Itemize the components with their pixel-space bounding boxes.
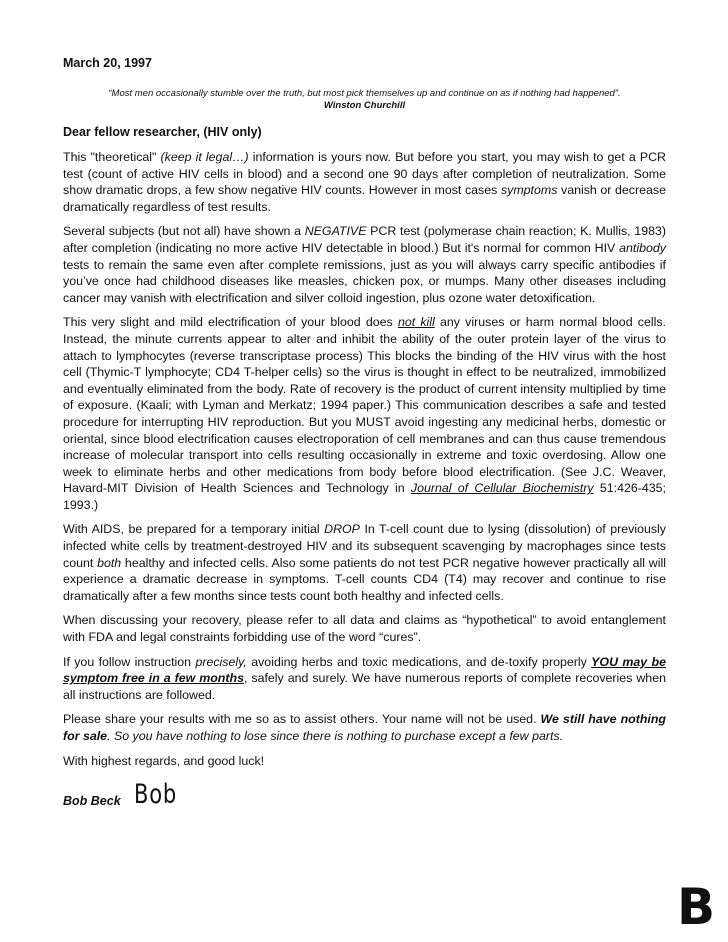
paragraph-1: This "theoretical" (keep it legal…) information is yours now. But before you start, you may wish to get a PCR test (count of active HIV cells in blood) and a second one 90 days after completion of neutralization. Some show dramatic drops, a few show negative HIV counts. However in most cases symptoms vanish or decrease dramatically regardless of test results. xyxy=(63,150,666,214)
quote-text: “Most men occasionally stumble over the truth, but most pick themselves up and continue on as if nothing had happened”. xyxy=(108,88,621,99)
paragraph-5: When discussing your recovery, please refer to all data and claims as “hypothetical” to avoid entanglement with FDA and legal constraints forbidding use of the word “cures”. xyxy=(63,613,666,645)
signature-block xyxy=(63,781,666,809)
paragraph-2: Several subjects (but not all) have shown a NEGATIVE PCR test (polymerase chain reaction; K. Mullis, 1983) after completion (indicating no more active HIV detectable in blood.) But it's normal for common HIV antibody tests to remain the same even after complete remissions, just as you will always carry specific antibodies if you’ve once had childhood diseases like measles, chicken pox, or mumps. Many other diseases including cancer may vanish with electrification and silver colloid ingestion, plus ozone water detoxification. xyxy=(63,224,666,305)
handwritten-signature: Bob xyxy=(133,779,177,811)
letter-page xyxy=(63,55,666,809)
closing: With highest regards, and good luck! xyxy=(63,753,265,768)
letter-date: March 20, 1997 xyxy=(63,56,152,70)
paragraph-3: This very slight and mild electrification of your blood does not kill any viruses or harm normal blood cells. Instead, the minute currents appear to alter and inhibit the ability of the outer protein layer of the virus to attach to lymphocytes (reverse transcriptase process) This blocks the binding of the HIV virus with the host cell (Thymic-T lymphocyte; CD4 T-helper cells) so the virus is thought in effect to be neutralized, immobilized and eventually eliminated from the body. Rate of recovery is the product of current intensity multiplied by time of exposure. (Kaali; with Lyman and Merkatz; 1994 paper.) This communication describes a safe and tested procedure for interrupting HIV reproduction. But you MUST avoid ingesting any medicinal herbs, domestic or oriental, since blood electrification causes electroporation of cell membranes and can thus cause tremendous increase of molecular transport into cells resulting occasionally in extreme and toxic overdosing. Allow one week to eliminate herbs and other medications from body before blood electrification. (See J.C. Weaver, Havard-MIT Division of Health Sciences and Technology in Journal of Cellular Biochemistry 51:426-435; 1993.) xyxy=(63,315,667,512)
signature-name: Bob Beck xyxy=(63,794,121,809)
paragraph-7: Please share your results with me so as to assist others. Your name will not be used. We still have nothing for sale. So you have nothing to lose since there is nothing to purchase except a few parts. xyxy=(63,712,666,743)
corner-mark: B xyxy=(677,878,716,936)
paragraph-4: With AIDS, be prepared for a temporary initial DROP In T-cell count due to lysing (dissolution) of previously infected white cells by treatment-destroyed HIV and its subsequent scavenging by macrophages since tests count both healthy and infected cells. Also some patients do not test PCR negative however practically all will experience a dramatic decrease in symptoms. T-cell counts CD4 (T4) may recover and continue to rise dramatically after a few months since tests count both healthy and infected cells. xyxy=(63,522,666,603)
epigraph-quote xyxy=(63,88,666,112)
paragraph-6: If you follow instruction precisely, avoiding herbs and toxic medications, and de-toxify properly YOU may be symptom free in a few months, safely and surely. We have numerous reports of complete recoveries when all instructions are followed. xyxy=(63,654,666,702)
salutation: Dear fellow researcher, (HIV only) xyxy=(63,125,262,139)
quote-author: Winston Churchill xyxy=(323,100,406,111)
